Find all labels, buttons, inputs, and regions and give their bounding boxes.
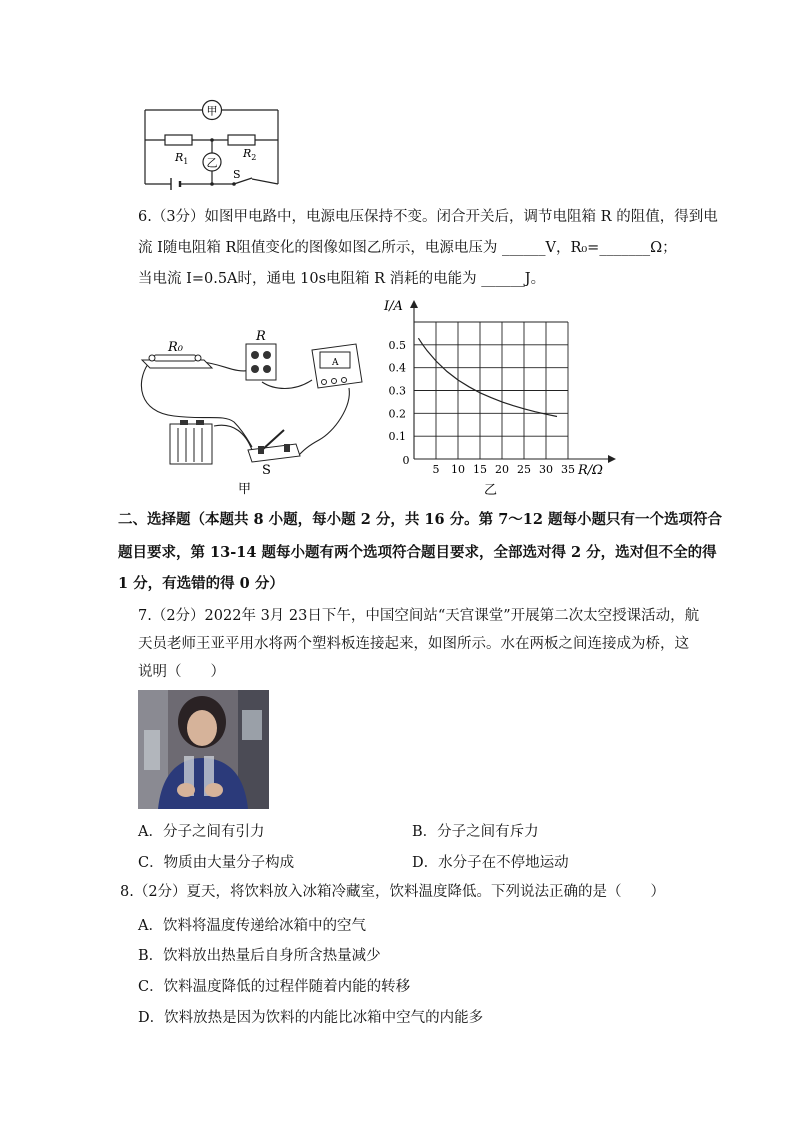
knife-switch (248, 430, 300, 462)
circuit-diagram-jia (134, 322, 374, 502)
ammeter-label: A (332, 358, 339, 368)
meter-yi-label: 乙 (206, 156, 218, 170)
q6-line-1: 6.（3分）如图甲电路中，电源电压保持不变。闭合开关后，调节电阻箱 R 的阻值，得到电 (138, 209, 718, 225)
circuit-diagram-top (140, 98, 285, 190)
y-tick-label: 0.5 (388, 338, 406, 352)
chart-axes (410, 300, 616, 463)
x-tick-label: 20 (495, 463, 509, 476)
resistance-box-r (246, 344, 276, 380)
chart-origin-label: 0 (402, 454, 410, 467)
q6-line-2: 流 I随电阻箱 R阻值变化的图像如图乙所示，电源电压为 ______V，R₀=_______Ω； (138, 240, 677, 256)
y-tick-label: 0.3 (388, 384, 406, 398)
q8-option-d[interactable]: D．饮料放热是因为饮料的内能比冰箱中空气的内能多 (138, 1010, 484, 1026)
y-tick-label: 0.2 (388, 407, 406, 421)
q8-option-a[interactable]: A．饮料将温度传递给冰箱中的空气 (138, 918, 366, 934)
r-box-label: R (256, 329, 266, 344)
q7-line-3: 说明（ ） (138, 664, 225, 680)
section-2-line-1: 二、选择题（本题共 8 小题，每小题 2 分，共 16 分。第 7～12 题每小题只有一个选项符合 (118, 511, 723, 528)
chart-tick-labels (389, 339, 576, 476)
chart-x-axis-label: R/Ω (578, 463, 603, 478)
r0-resistor-device (142, 355, 212, 368)
q7-option-c[interactable]: C．物质由大量分子构成 (138, 855, 295, 871)
q8-option-b[interactable]: B．饮料放出热量后自身所含热量减少 (138, 948, 381, 964)
q7-option-a[interactable]: A．分子之间有引力 (138, 824, 265, 840)
x-tick-label: 25 (517, 463, 531, 476)
r1-label: $R_1$ (175, 151, 189, 166)
r0-label: R₀ (168, 340, 183, 355)
q7-option-b[interactable]: B．分子之间有斥力 (412, 824, 539, 840)
q8-option-c[interactable]: C．饮料温度降低的过程伴随着内能的转移 (138, 979, 411, 995)
chart-current-vs-resistance (370, 296, 620, 502)
y-tick-label: 0.4 (388, 361, 406, 375)
x-tick-label: 5 (432, 463, 440, 476)
y-axis-arrow (410, 300, 418, 308)
astronaut-photo (138, 690, 269, 809)
x-axis-arrow (608, 455, 616, 463)
chart-grid (414, 322, 568, 459)
x-tick-label: 10 (451, 463, 465, 476)
x-tick-label: 15 (473, 463, 487, 476)
q7-line-2: 天员老师王亚平用水将两个塑料板连接起来，如图所示。水在两板之间连接成为桥，这 (138, 636, 689, 652)
x-tick-label: 35 (561, 463, 575, 476)
r2-label: $R_2$ (243, 147, 257, 162)
q7-line-1: 7.（2分）2022年 3月 23日下午，中国空间站“天宫课堂”开展第二次太空授课活动，航 (138, 608, 700, 624)
switch-label-jia: S (262, 463, 271, 478)
battery-pack (170, 420, 212, 464)
section-2-line-3: 1 分，有选错的得 0 分） (118, 575, 284, 592)
x-tick-label: 30 (539, 463, 553, 476)
caption-jia: 甲 (238, 482, 252, 497)
y-tick-label: 0.1 (388, 430, 406, 444)
switch-label-top: S (233, 168, 241, 181)
section-2-line-2: 题目要求，第 13-14 题每小题有两个选项符合题目要求，全部选对得 2 分，选对但不全的得 (118, 544, 717, 561)
chart-caption: 乙 (484, 483, 498, 498)
resistor-r2 (228, 135, 255, 145)
chart-y-axis-label: I/A (384, 299, 403, 314)
chart-series (418, 338, 557, 416)
resistor-r1 (165, 135, 192, 145)
series-line (418, 338, 557, 416)
q8-stem: 8.（2分）夏天，将饮料放入冰箱冷藏室，饮料温度降低。下列说法正确的是（ ） (120, 884, 666, 900)
q6-line-3: 当电流 I=0.5A时，通电 10s电阻箱 R 消耗的电能为 ______J。 (138, 271, 546, 287)
q7-option-d[interactable]: D．水分子在不停地运动 (412, 855, 569, 871)
meter-jia-label: 甲 (206, 104, 218, 118)
